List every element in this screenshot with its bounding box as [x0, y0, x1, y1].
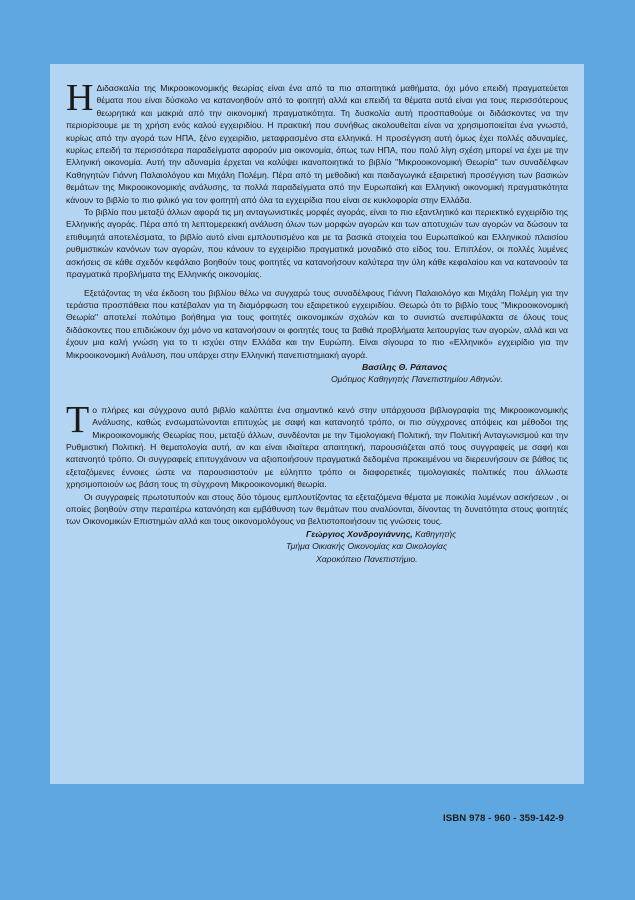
paragraph	[66, 398, 568, 491]
signature-name: Γεώργιος Χονδρογιάννης,	[306, 528, 413, 539]
paragraph: Οι συγγραφείς πρωτοτυπούν και στους δύο τόμους εμπλουτίζοντας τα εξεταζόμενα θέματα με ποικιλία λυμένων ασκήσεων , οι οποίες βοηθούν στην περαιτέρω κατανόηση και εμβάθυνση των θεμάτων που αναλύονται, δίνοντας τη δυνατότητα στους φοιτητές των Οικονομικών Επιστημών αλλά και τους οικονομολόγους να βελτιστοποιήσουν τις γνώσεις τους.	[66, 491, 568, 527]
signature-line	[66, 528, 568, 540]
isbn-label: ISBN 978 - 960 - 359-142-9	[443, 813, 564, 824]
drop-cap: Η	[66, 77, 94, 119]
signature-role: Καθηγητής	[412, 528, 457, 539]
text-panel	[50, 64, 584, 784]
paragraph: Εξετάζοντας τη νέα έκδοση του βιβλίου θέλω να συγχαρώ τους συναδέλφους Γιάννη Παλαιολόγο και Μιχάλη Πολέμη για την τεράστια προσπάθεια που κατέβαλαν για τη διαμόρφωση του εξαιρετικού εγχειριδίου. Θεωρώ ότι το βιβλίο τους "Μικροοικονομική Θεωρία" αποτελεί πολύτιμο βοήθημα για τους φοιτητές οικονομικών σχολών και το συνιστώ ανεπιφύλακτα σε όλους τους διδάσκοντες που επιδιώκουν όχι μόνο να κατανοήσουν οι φοιτητές τους τα βαθιά προβλήματα λειτουργίας των αγορών, αλλά και να έχουν μια καλή γνώση για το τι ισχύει στην Ελλάδα και την Ευρώπη. Είναι σίγουρα το πιο «Ελληνικό» εγχειρίδιο για την Μικροοικονομική Ανάλυση, που υπάρχει στην Ελληνική πανεπιστημιακή αγορά.	[66, 287, 568, 360]
paragraph-text: ο πλήρες και σύγχρονο αυτό βιβλίο καλύπτει ένα σημαντικό κενό στην υπάρχουσα βιβλιογραφία της Μικροοικονομικής Ανάλυσης, καθώς ενσωματώνονται επιτυχώς με σαφή και κατανοητό τρόπο, οι πιο σύγχρονες απόψεις και μέθοδοι της Μικροοικονομικής Θεωρίας που, μεταξύ άλλων, συνδέονται με την Τιμολογιακή Πολιτική, την Πολιτική Ανταγωνισμού και την Ρυθμιστική Πολιτική. Η θεματολογία αυτή, αν και είναι ιδιαίτερα απαιτητική, παρουσιάζεται από τους συγγραφείς με σαφή και κατανοητό τρόπο. Οι συγγραφείς επιτυγχάνουν να αξιοποιήσουν πραγματικά δεδομένα προκειμένου να διερευνήσουν σε βάθος τις εξεταζόμενες έννοιες ώστε να παρουσιαστούν με εύληπτο τρόπο οι διαφορετικές τιμολογιακές πολιτικές που άλλωστε χρησιμοποιούν ως βάση τους τη σύγχρονη Μικροοικονομική θεωρία.	[66, 404, 568, 490]
paragraph	[66, 77, 568, 206]
paragraph-text: Διδασκαλία της Μικροοικονομικής θεωρίας είναι ένα από τα πιο απαιτητικά μαθήματα, όχι μόνο επειδή πραγματεύεται θέματα που είναι δύσκολο να κατανοηθούν από το φοιτητή αλλά και επειδή τα θέματα αυτά είναι για τους περισσότερους θεωρητικά και μακριά από την οικονομική πραγματικότητα. Τη δυσκολία αυτή προσπαθούμε οι διδάσκοντες να την περιορίσουμε με τη χρήση ενός καλού εγχειριδίου. Η πρακτική που συνήθως ακολουθείται είναι να χρησιμοποιείται ένα γνωστό, κυρίως από την αγορά των ΗΠΑ, ξένο εγχειρίδιο, μεταφρασμένο στα ελληνικά. Η προσέγγιση αυτή όμως έχει πολλές αδυναμίες, κυρίως επειδή τα περισσότερα παραδείγματα αφορούν μια οικονομία, όπως των ΗΠΑ, που πολύ λίγη σχέση μπορεί να έχει με την Ελληνική οικονομία. Αυτή την αδυναμία έρχεται να καλύψει ικανοποιητικά το βιβλίο "Μικροοικονομική Θεωρία" των συναδέλφων Καθηγητών Γιάννη Παλαιολόγου και Μιχάλη Πολέμη. Πέρα από τη μεθοδική και παιδαγωγικά εξαιρετική προσέγγιση των βασικών θεμάτων της Μικροοικονομικής ανάλυσης, τα πολλά παραδείγματα από την Ευρωπαϊκή και Ελληνική οικονομική πραγματικότητα κάνουν το βιβλίο το πιο φιλικό για τον φοιτητή από όλα τα εγχειρίδια που είναι σε κυκλοφορία στην Ελλάδα.	[66, 83, 568, 205]
signature-university: Χαροκόπειο Πανεπιστήμιο.	[316, 553, 418, 564]
signature-name: Βασίλης Θ. Ράπανος	[362, 361, 448, 372]
paragraph: Το βιβλίο που μεταξύ άλλων αφορά τις μη ανταγωνιστικές μορφές αγοράς, είναι το πιο εξαντλητικό και περιεκτικό εγχειρίδιο της Ελληνικής αγοράς. Πέρα από τη λεπτομερειακή ανάλυση όλων των μορφών αγορών και των αποτυχιών των αγορών να δώσουν τα επιθυμητά αποτελέσματα, το βιβλίο αυτό είναι εμπλουτισμένο και με τα βασικά στοιχεία του Ευρωπαϊκού και Ελληνικού πλαισίου ρυθμιστικών κανόνων των αγορών, που κάνουν το εγχειρίδιο πραγματικά μοναδικό στο είδος του. Επιπλέον, οι πολλές λυμένες ασκήσεις σε κάθε σχεδόν κεφάλαιο βοηθούν τους φοιτητές να κατανοήσουν καλύτερα την ύλη κάθε κεφαλαίου και να κατανοούν τα πραγματικά προβλήματα της Ελληνικής οικονομίας.	[66, 207, 568, 280]
signature-title: Ομότιμος Καθηγητής Πανεπιστημίου Αθηνών.	[331, 374, 503, 385]
drop-cap: Τ	[66, 398, 90, 441]
signature-department: Τμήμα Οικιακής Οικονομίας και Οικολογίας	[286, 541, 448, 552]
